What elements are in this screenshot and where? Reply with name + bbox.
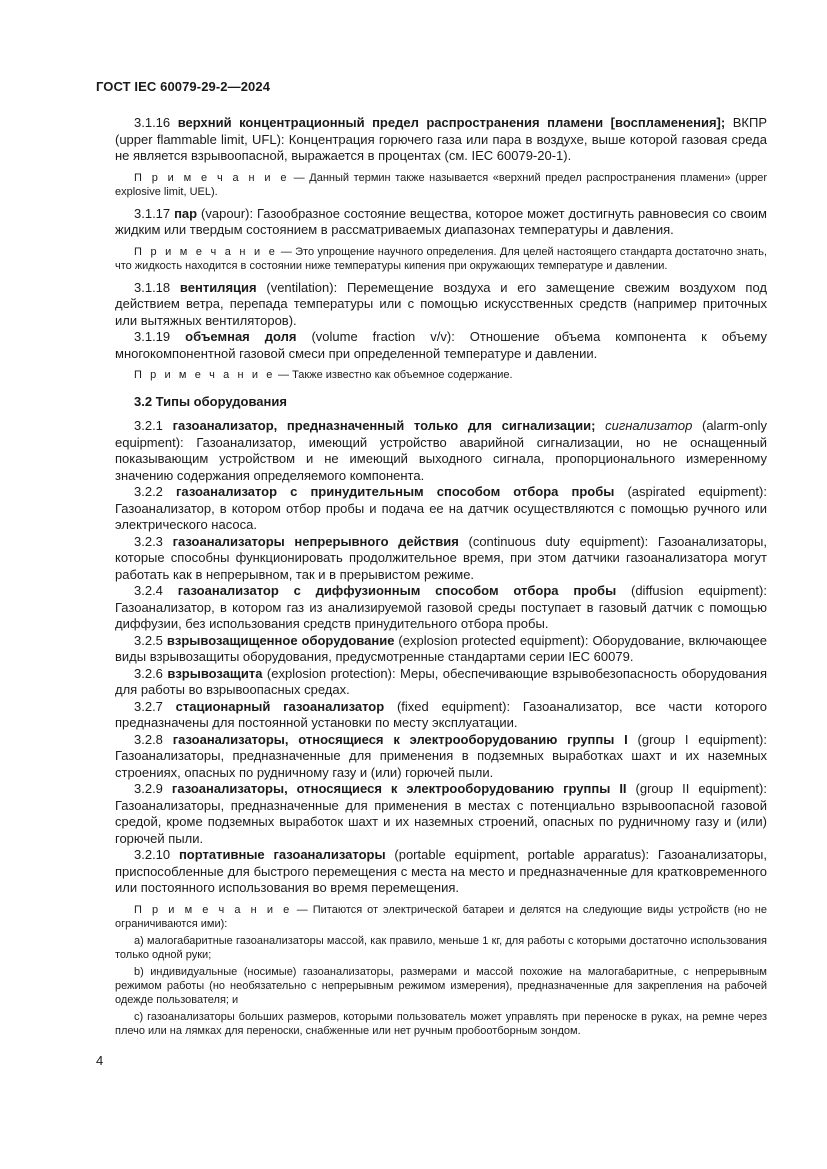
term-number: 3.2.4 (134, 583, 163, 598)
note-label: П р и м е ч а н и е (134, 369, 275, 381)
term-definition: (portable equipment, portable apparatus): Газоанализаторы, приспособленные для быстрого перемещения с места на место и предназначенные для кратковременного или постоянного использования во время перемещения. (115, 847, 767, 895)
term-name: газоанализатор с диффузионным способом отбора пробы (177, 583, 617, 598)
term-number: 3.1.16 (134, 115, 171, 130)
term-number: 3.2.2 (134, 484, 163, 499)
note-3-2-10 (115, 903, 767, 931)
term-3-2-5 (115, 633, 767, 666)
term-definition: (diffusion equipment): Газоанализатор, в котором газ из анализируемой газовой среды поступает в газовый датчик с помощью диффузии, без использования средств принудительного отбора пробы. (115, 583, 767, 631)
note-item-a: a) малогабаритные газоанализаторы массой, как правило, меньше 1 кг, для работы с которыми достаточно использования только одной руки; (115, 934, 767, 961)
term-definition: (alarm-only equipment): Газоанализатор, имеющий устройство аварийной сигнализации, но не оснащенный показывающим устройством и не имеющий выходного сигнала, пропорционального измеренному значению содержания определяемого компонента. (115, 418, 767, 483)
term-3-1-16 (115, 115, 767, 165)
term-3-1-19 (115, 329, 767, 362)
document-header: ГОСТ IEC 60079-29-2—2024 (96, 79, 271, 94)
term-definition: (fixed equipment): Газоанализатор, все части которого предназначены для постоянной установки по месту эксплуатации. (115, 698, 767, 730)
term-3-1-18 (115, 280, 767, 330)
term-name: стационарный газоанализатор (175, 698, 385, 714)
term-alt-name: сигнализатор (605, 418, 693, 433)
term-name: газоанализаторы, относящиеся к электрооборудованию группы I (172, 731, 628, 747)
term-number: 3.2.7 (134, 698, 163, 714)
note-3-1-17 (115, 245, 767, 273)
term-definition: (group I equipment): Газоанализаторы, предназначенные для применения в подземных выработках шахт и их наземных строениях, опасных по рудничному газу и (или) горючей пыли. (115, 731, 767, 780)
term-definition: (aspirated equipment): Газоанализатор, в котором отбор пробы и подача ее на датчик осуществляются с помощью ручного или электрического насоса. (115, 484, 767, 532)
note-label: П р и м е ч а н и е (134, 245, 278, 258)
note-text: — Данный термин также называется «верхний предел распространения пламени» (upper explosive limit, UEL). (115, 171, 767, 198)
page-number: 4 (96, 1053, 104, 1068)
term-definition: (volume fraction v/v): Отношение объема компонента к объему многокомпонентной газовой смеси при определенной температуре и давлении. (115, 329, 767, 361)
term-number: 3.2.8 (134, 731, 163, 747)
note-text: — Питаются от электрической батареи и делятся на следующие виды устройств (но не ограничиваются ими): (115, 903, 767, 930)
term-3-1-17 (115, 206, 767, 239)
term-name: объемная доля (185, 329, 297, 344)
term-name: верхний концентрационный предел распространения пламени [воспламенения]; (177, 115, 726, 130)
term-3-2-6 (115, 666, 767, 699)
term-3-2-10 (115, 847, 767, 897)
term-definition: (continuous duty equipment): Газоанализаторы, которые способны функционировать продолжительное время, при этом датчики газоанализатора могут работать как в непрерывном, так и в прерывистом режиме. (115, 533, 767, 582)
note-label: П р и м е ч а н и е (134, 171, 290, 184)
page-content (115, 115, 767, 1038)
term-definition: (group II equipment): Газоанализаторы, предназначенные для применения в местах с потенциально взрывоопасной газовой средой, кроме подземных выработок шахт и их наземных строений, опасных по рудничному газу и (или) горючей пыли. (115, 781, 767, 846)
term-number: 3.2.3 (134, 533, 163, 549)
term-number: 3.2.6 (134, 665, 163, 681)
term-name: пар (174, 205, 198, 221)
term-name: взрывозащищенное оборудование (166, 632, 395, 648)
term-3-2-4 (115, 583, 767, 633)
term-number: 3.2.10 (134, 847, 171, 862)
term-definition: (ventilation): Перемещение воздуха и его замещение свежим воздухом под действием ветра, перепада температуры или с помощью искусственных средств (например приточных или вытяжных вентиляторов). (115, 279, 767, 328)
term-number: 3.1.17 (134, 205, 171, 221)
term-3-2-7 (115, 699, 767, 732)
term-number: 3.2.9 (134, 781, 163, 796)
term-number: 3.2.5 (134, 632, 163, 648)
term-definition: (explosion protected equipment): Оборудование, включающее виды взрывозащиты оборудования, предусмотренные стандартами серии IEC 60079. (115, 632, 767, 664)
term-number: 3.1.19 (134, 329, 171, 344)
term-name: газоанализатор с принудительным способом отбора пробы (176, 484, 615, 499)
term-3-2-9 (115, 781, 767, 847)
section-heading: 3.2 Типы оборудования (134, 394, 287, 409)
note-3-1-19 (115, 368, 767, 382)
term-name: газоанализаторы непрерывного действия (172, 533, 459, 549)
term-name: взрывозащита (167, 665, 263, 681)
term-number: 3.2.1 (134, 418, 163, 433)
term-3-2-3 (115, 534, 767, 584)
note-text: — Также известно как объемное содержание. (278, 369, 513, 381)
note-text: — Это упрощение научного определения. Для целей настоящего стандарта достаточно знать, что жидкость находится в состоянии ниже температуры кипения при окружающих температуре и давлении. (115, 245, 767, 272)
term-definition: (vapour): Газообразное состояние вещества, которое может достигнуть равновесия со своим жидким или твердым состоянием в рассматриваемых диапазонах температуры и давления. (115, 205, 767, 237)
note-item-c: c) газоанализаторы больших размеров, которыми пользователь может управлять при переноске в руках, на ремне через плечо или на лямках для переноски, снабженные или нет ручным пробоотборным зондом. (115, 1010, 767, 1037)
term-definition: ВКПР (upper flammable limit, UFL): Концентрация горючего газа или пара в воздухе, выше которой газовая среда не является взрывоопасной, выражается в процентах (см. IEC 60079-20-1). (115, 115, 767, 163)
note-3-1-16 (115, 171, 767, 199)
term-number: 3.1.18 (134, 279, 171, 295)
note-label: П р и м е ч а н и е (134, 903, 292, 916)
term-name: вентиляция (179, 279, 257, 295)
term-definition: (explosion protection): Меры, обеспечивающие взрывобезопасность оборудования для работы во взрывоопасных средах. (115, 665, 767, 697)
term-name: газоанализатор, предназначенный только для сигнализации; (172, 418, 596, 433)
term-3-2-2 (115, 484, 767, 534)
term-3-2-1 (115, 418, 767, 484)
term-3-2-8 (115, 732, 767, 782)
term-name: портативные газоанализаторы (178, 847, 386, 862)
term-name: газоанализаторы, относящиеся к электрооборудованию группы II (171, 781, 627, 796)
note-item-b: b) индивидуальные (носимые) газоанализаторы, размерами и массой похожие на малогабаритные, с непрерывным режимом работы (но необязательно с непрерывным режимом измерения), предназначенные для закрепления на рабочей одежде пользователя; и (115, 965, 767, 1006)
